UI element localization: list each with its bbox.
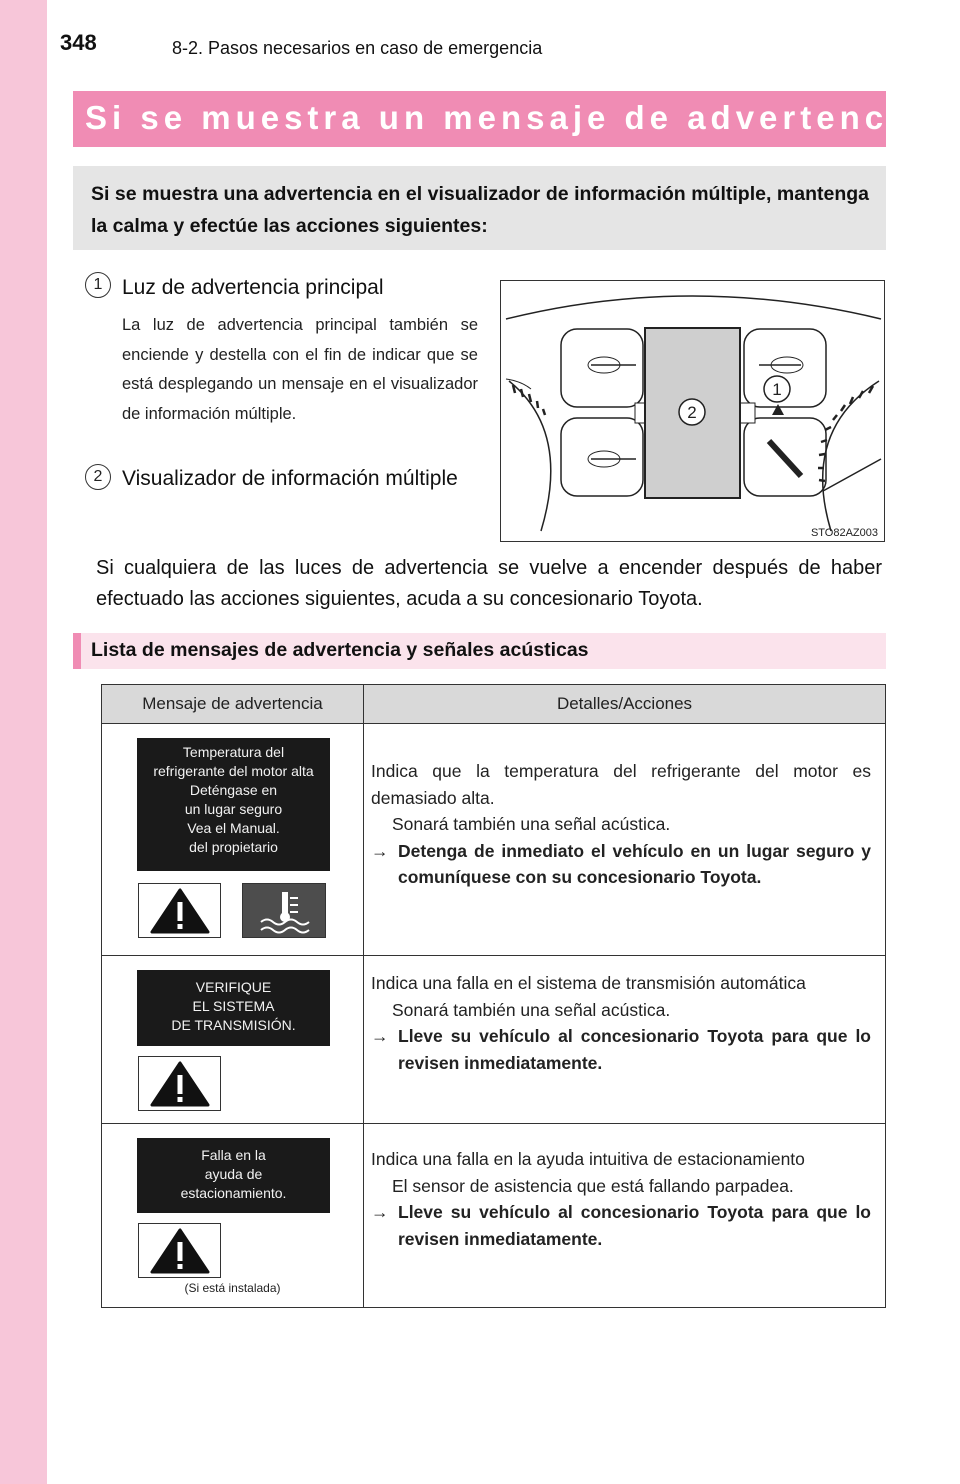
coolant-temperature-icon <box>242 883 326 938</box>
display-line: refrigerante del motor alta <box>153 763 314 779</box>
warning-message-table <box>101 684 886 1308</box>
page-number: 348 <box>60 30 97 55</box>
intro-text: Si se muestra una advertencia en el visualizador de información múltiple, mantenga la calma y efectúe las acciones siguientes: <box>91 183 869 237</box>
figure-callout-1: 1 <box>772 380 782 399</box>
subheading-accent-bar <box>73 633 81 669</box>
display-line: DE TRANSMISIÓN. <box>171 1017 296 1033</box>
display-line: EL SISTEMA <box>192 998 275 1014</box>
column-header-message: Mensaje de advertencia <box>102 685 364 724</box>
display-line: ayuda de <box>204 1166 263 1182</box>
display-line: un lugar seguro <box>184 801 283 817</box>
installed-note: (Si está instalada) <box>184 1281 281 1295</box>
warning-triangle-icon <box>138 1056 221 1111</box>
section-title-band <box>73 91 926 147</box>
item-1-label: Luz de advertencia principal <box>122 276 384 299</box>
action-text <box>371 1199 871 1252</box>
details-cell <box>364 724 886 956</box>
action-label: Detenga de inmediato el vehículo en un lugar seguro y comuníquese con su concesionario Toyota. <box>398 840 871 887</box>
display-line: VERIFIQUE <box>195 979 272 995</box>
item-1-description: La luz de advertencia principal también se enciende y destella con el fin de indicar que se está desplegando un mensaje en el visualizador de información múltiple. <box>122 316 478 423</box>
display-line: estacionamiento. <box>180 1185 287 1201</box>
detail-text: Indica una falla en el sistema de transmisión automática <box>371 973 806 993</box>
table-row <box>102 1124 886 1308</box>
display-line: del propietario <box>189 839 278 855</box>
detail-text: Indica que la temperatura del refrigerante del motor es demasiado alta. <box>371 761 871 808</box>
display-message <box>137 738 330 871</box>
message-cell <box>102 724 364 956</box>
action-text <box>371 1023 871 1076</box>
table-header-row <box>102 685 886 724</box>
instrument-cluster-illustration <box>501 281 885 542</box>
display-line: Deténgase en <box>189 782 278 798</box>
action-label: Lleve su vehículo al concesionario Toyota para que lo revisen inmediatamente. <box>398 1026 871 1073</box>
details-cell <box>364 1124 886 1308</box>
item-number-2: 2 <box>85 464 111 490</box>
warning-paragraph: Si cualquiera de las luces de advertencia se vuelve a encender después de haber efectuado las acciones siguientes, acuda a su concesionario Toyota. <box>96 557 882 610</box>
side-tab <box>0 0 47 1484</box>
item-number-1: 1 <box>85 272 111 298</box>
display-line: Falla en la <box>201 1147 266 1163</box>
action-label: Lleve su vehículo al concesionario Toyota para que lo revisen inmediatamente. <box>398 1202 871 1249</box>
sound-text: El sensor de asistencia que está fallando parpadea. <box>392 1175 794 1196</box>
table-row <box>102 956 886 1124</box>
section-title: Si se muestra un mensaje de advertencia <box>85 99 926 136</box>
warning-triangle-icon <box>138 1223 221 1278</box>
item-2-label: Visualizador de información múltiple <box>122 467 458 490</box>
subheading-band <box>73 633 886 669</box>
display-message <box>137 970 330 1046</box>
arrow-icon: → <box>371 840 389 861</box>
sound-text: Sonará también una señal acústica. <box>392 814 671 834</box>
instrument-cluster-figure <box>500 280 885 542</box>
message-cell <box>102 1124 364 1308</box>
display-line: Temperatura del <box>182 744 285 760</box>
details-cell <box>364 956 886 1124</box>
figure-code: STO82AZ003 <box>810 527 878 539</box>
detail-text: Indica una falla en la ayuda intuitiva de estacionamiento <box>371 1149 805 1169</box>
display-line: Vea el Manual. <box>187 820 280 836</box>
chapter-title: 8-2. Pasos necesarios en caso de emergencia <box>172 38 543 58</box>
subheading: Lista de mensajes de advertencia y señales acústicas <box>91 639 589 661</box>
arrow-icon: → <box>371 1202 389 1222</box>
sound-text: Sonará también una señal acústica. <box>392 999 671 1020</box>
table-row <box>102 724 886 956</box>
intro-box <box>73 166 886 250</box>
warning-triangle-icon <box>138 883 221 938</box>
action-text <box>371 838 871 891</box>
figure-callout-2: 2 <box>687 403 697 422</box>
column-header-details: Detalles/Acciones <box>364 685 886 724</box>
message-cell <box>102 956 364 1124</box>
arrow-icon: → <box>371 1026 389 1046</box>
display-message <box>137 1138 330 1213</box>
